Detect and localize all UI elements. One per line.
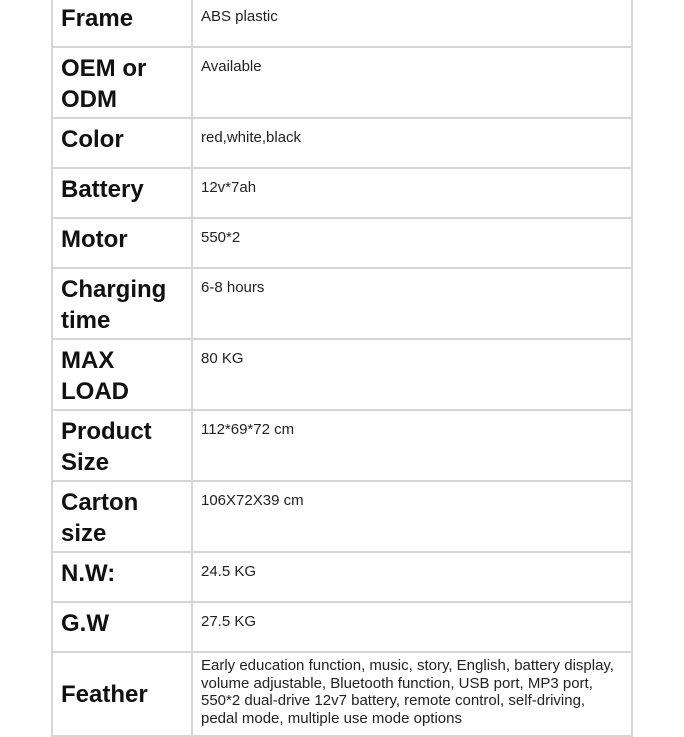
spec-table — [51, 0, 633, 737]
table-row-carton-size — [52, 481, 632, 552]
table-row-oem-odm — [52, 47, 632, 118]
table-row-feather — [52, 652, 632, 736]
spec-value: 550*2 — [192, 218, 632, 268]
spec-label: Product Size — [52, 410, 192, 481]
table-row-charging-time — [52, 268, 632, 339]
spec-value: 24.5 KG — [192, 552, 632, 602]
spec-value: 112*69*72 cm — [192, 410, 632, 481]
spec-label: OEM or ODM — [52, 47, 192, 118]
spec-label: Color — [52, 118, 192, 168]
spec-value: Early education function, music, story, English, battery display, volume adjustable, Bluetooth function, USB port, MP3 port, 550*2 dual-drive 12v7 battery, remote control, self-driving, pedal mode, multiple use mode options — [192, 652, 632, 736]
spec-value: 106X72X39 cm — [192, 481, 632, 552]
spec-value: ABS plastic — [192, 0, 632, 47]
spec-value: red,white,black — [192, 118, 632, 168]
table-row-battery — [52, 168, 632, 218]
spec-label: Carton size — [52, 481, 192, 552]
spec-value: 80 KG — [192, 339, 632, 410]
spec-value: 12v*7ah — [192, 168, 632, 218]
table-row-net-weight — [52, 552, 632, 602]
spec-value: 27.5 KG — [192, 602, 632, 652]
spec-label: Frame — [52, 0, 192, 47]
spec-label: Feather — [52, 652, 192, 736]
spec-label: N.W: — [52, 552, 192, 602]
spec-value: 6-8 hours — [192, 268, 632, 339]
table-row-motor — [52, 218, 632, 268]
table-row-color — [52, 118, 632, 168]
spec-label: Motor — [52, 218, 192, 268]
spec-label: Charging time — [52, 268, 192, 339]
spec-label: G.W — [52, 602, 192, 652]
table-row-product-size — [52, 410, 632, 481]
spec-label: MAX LOAD — [52, 339, 192, 410]
spec-label: Battery — [52, 168, 192, 218]
table-row-frame — [52, 0, 632, 47]
spec-value: Available — [192, 47, 632, 118]
table-row-max-load — [52, 339, 632, 410]
table-row-gross-weight — [52, 602, 632, 652]
